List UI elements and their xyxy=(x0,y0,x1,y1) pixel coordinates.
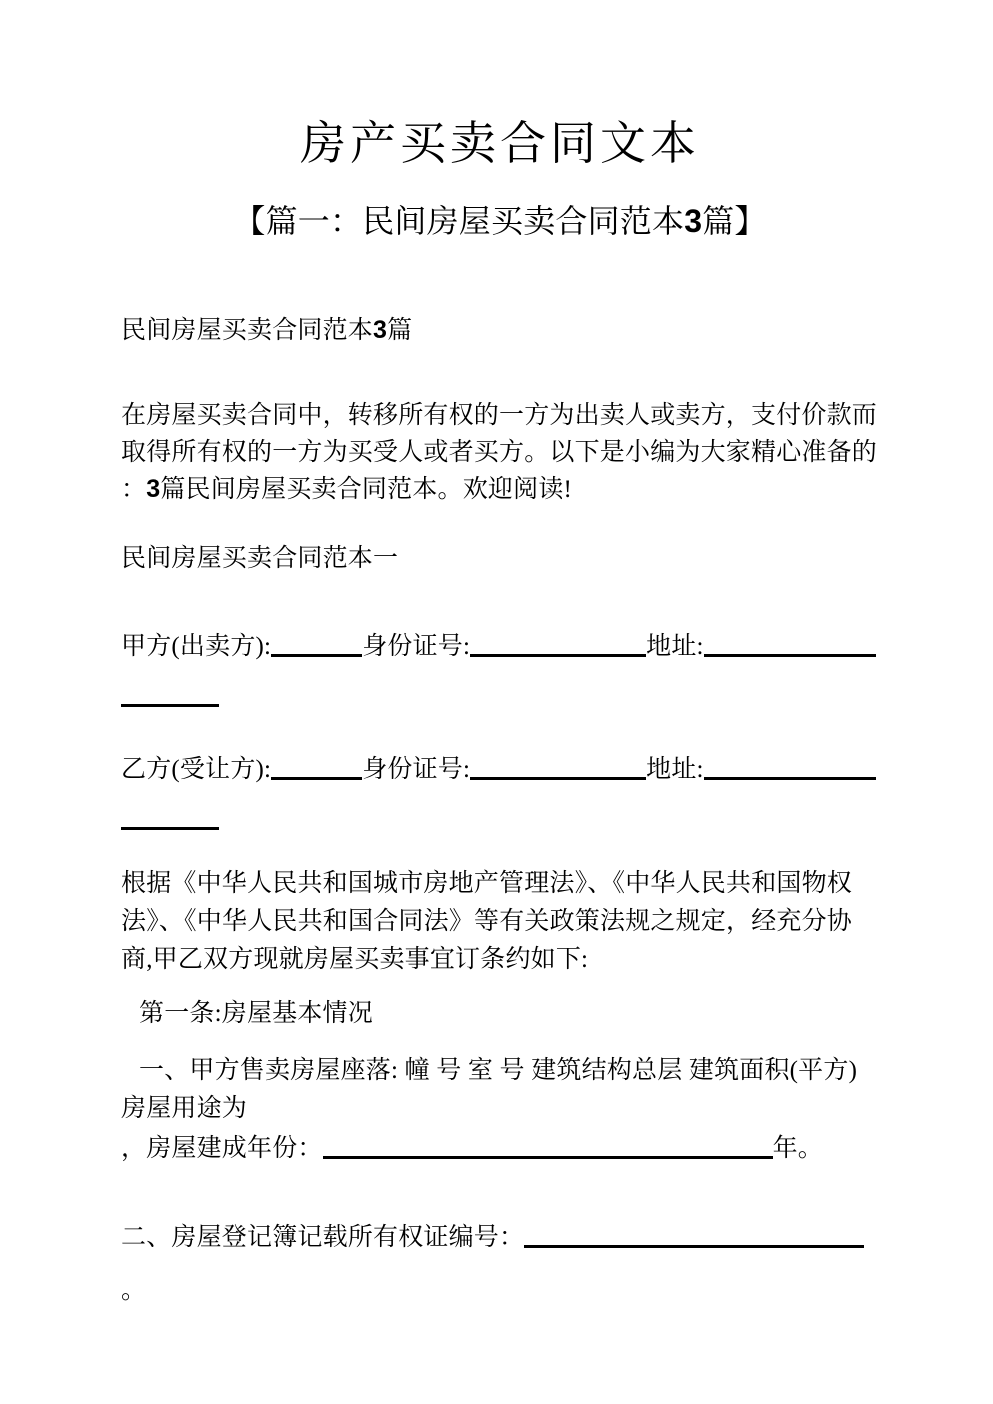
party-b-label: 乙方(受让方): xyxy=(121,756,272,783)
party-a-id-blank xyxy=(470,629,646,657)
contract-sample-one-heading: 民间房屋买卖合同范本一 xyxy=(121,545,399,572)
legal-basis-paragraph xyxy=(121,865,879,979)
intro-heading-post: 篇 xyxy=(387,317,413,344)
intro-paragraph-line3 xyxy=(121,471,879,508)
party-a-label: 甲方(出卖方): xyxy=(121,633,272,660)
chapter-one-heading-post: 篇】 xyxy=(702,203,767,239)
chapter-one-heading xyxy=(121,203,879,240)
clause-1-paragraph xyxy=(121,1052,879,1168)
party-b-address-blank xyxy=(704,752,876,780)
legal-basis-line2: 法》、《中华人民共和国合同法》等有关政策法规之规定，经充分协 xyxy=(121,908,853,935)
party-b-id-blank xyxy=(470,752,646,780)
clause-1-line3 xyxy=(121,1128,879,1168)
intro-heading-number: 3 xyxy=(373,316,388,344)
intro-heading-pre: 民间房屋买卖合同范本 xyxy=(121,317,374,344)
party-a-line xyxy=(121,622,879,672)
ownership-cert-blank xyxy=(524,1220,864,1248)
party-a-block xyxy=(121,622,879,722)
party-a-name-blank xyxy=(271,629,362,657)
ownership-cert-label: 二、房屋登记簿记载所有权证编号： xyxy=(121,1224,525,1251)
party-a-continuation-blank xyxy=(121,679,219,707)
year-built-label: ，房屋建成年份： xyxy=(121,1135,323,1162)
party-b-block xyxy=(121,745,879,845)
party-b-line xyxy=(121,745,879,795)
clause-1-line2: 房屋用途为 xyxy=(121,1095,248,1122)
document-title: 房产买卖合同文本 xyxy=(300,118,700,169)
legal-basis-line1: 根据《中华人民共和国城市房地产管理法》、《中华人民共和国物权 xyxy=(121,870,853,897)
legal-basis-line3: 商,甲乙双方现就房屋买卖事宜订条约如下: xyxy=(121,946,589,973)
party-b-address-label: 地址: xyxy=(646,756,704,783)
intro-line3-number: 3 xyxy=(146,475,161,503)
party-b-continuation-line xyxy=(121,795,879,845)
chapter-one-heading-pre: 【篇一：民间房屋买卖合同范本 xyxy=(233,203,685,239)
clause-2-line xyxy=(121,1217,879,1257)
intro-line3-post: 篇民间房屋买卖合同范本。欢迎阅读! xyxy=(160,476,573,503)
party-b-name-blank xyxy=(271,752,362,780)
article-1-heading: 第一条:房屋基本情况 xyxy=(139,1000,373,1027)
intro-heading xyxy=(121,312,879,349)
party-b-continuation-blank xyxy=(121,802,219,830)
intro-paragraph xyxy=(121,397,879,508)
intro-paragraph-line1: 在房屋买卖合同中，转移所有权的一方为出卖人或卖方，支付价款而 xyxy=(121,402,878,429)
party-a-id-label: 身份证号: xyxy=(362,633,471,660)
party-a-address-blank xyxy=(704,629,876,657)
chapter-one-heading-number: 3 xyxy=(684,203,703,239)
party-a-address-label: 地址: xyxy=(646,633,704,660)
intro-line3-pre: ： xyxy=(121,476,147,503)
clause-1-line1: 一、甲方售卖房屋座落: 幢 号 室 号 建筑结构总层 建筑面积(平方) xyxy=(139,1057,858,1084)
year-built-suffix: 年。 xyxy=(772,1135,824,1162)
year-built-blank xyxy=(323,1131,773,1159)
party-a-continuation-line xyxy=(121,672,879,722)
party-b-id-label: 身份证号: xyxy=(362,756,471,783)
clause-2-period: 。 xyxy=(121,1277,147,1304)
intro-paragraph-line2: 取得所有权的一方为买受人或者买方。以下是小编为大家精心准备的 xyxy=(121,439,878,466)
